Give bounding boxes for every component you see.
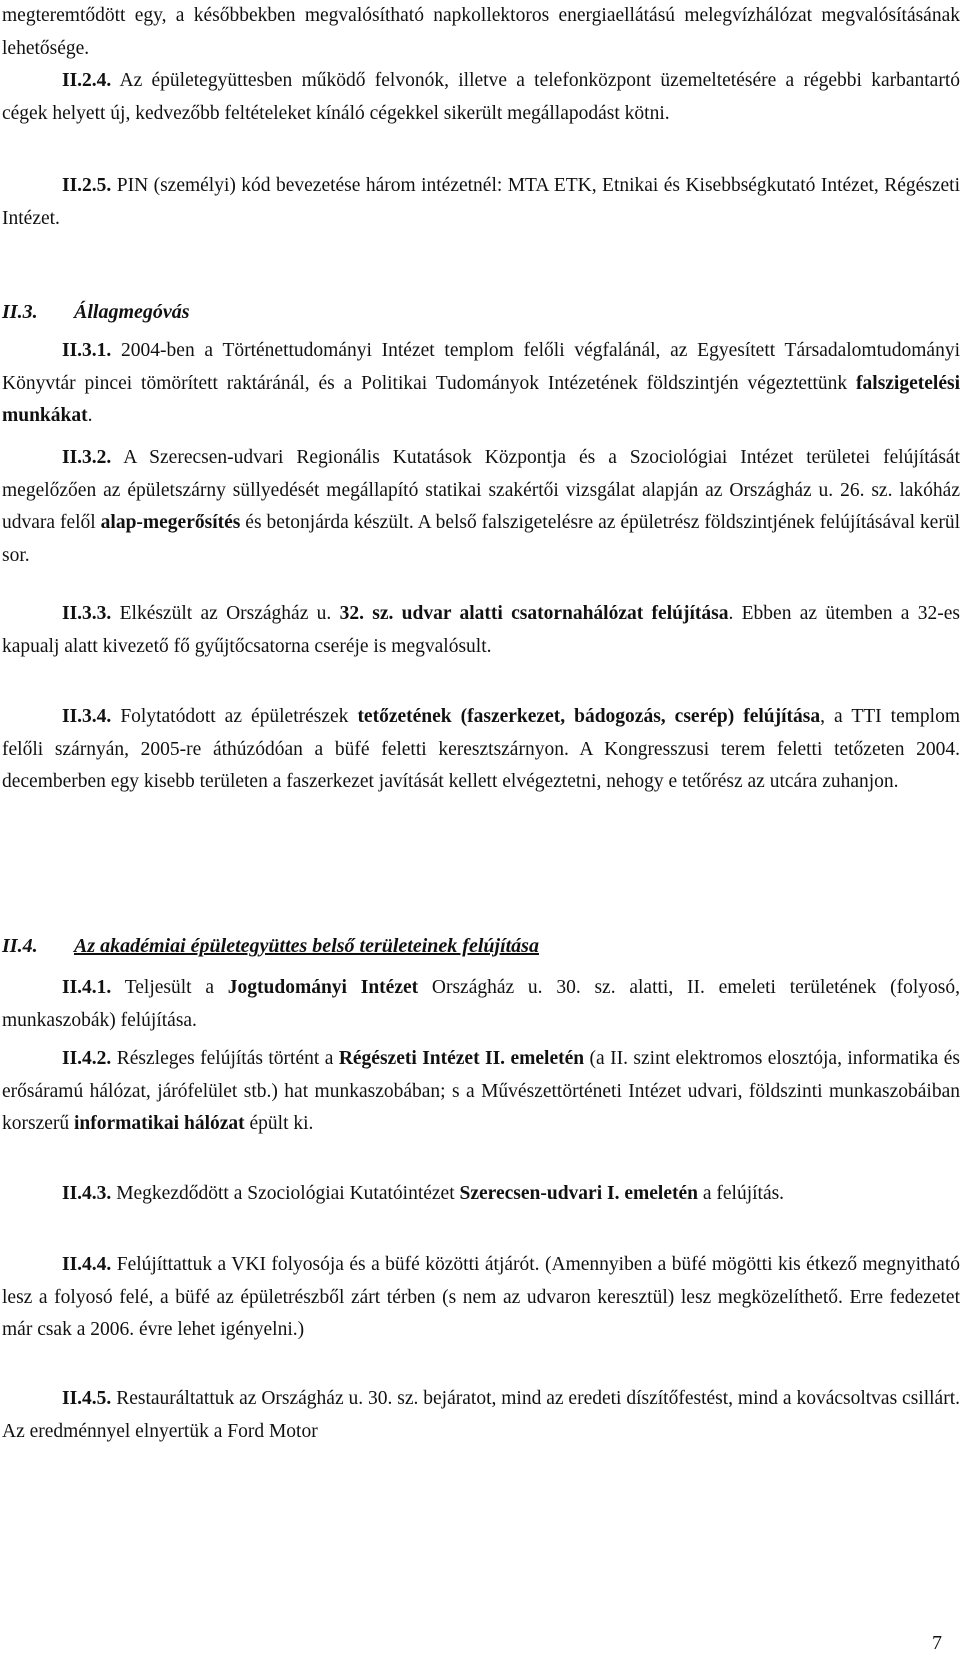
emphasized-text: tetőzetének (faszerkezet, bádogozás, cserép) felújítása [357, 706, 821, 727]
paragraph-text: épült ki. [244, 1113, 314, 1135]
paragraph [2, 598, 960, 663]
emphasized-text: Szerecsen-udvari I. emeletén [459, 1183, 698, 1204]
paragraph [2, 335, 960, 433]
paragraph-number: II.3.4. [62, 706, 112, 727]
section-title: Az akadémiai épületegyüttes belső területeinek felújítása [74, 935, 539, 957]
paragraph-text: Országház u. 30. sz. alatti, II. emeleti területének (folyosó, munkaszobák) felújítása. [2, 977, 960, 1031]
section-number: II.3. [2, 301, 38, 323]
paragraph [2, 170, 960, 235]
paragraph [2, 701, 960, 799]
paragraph [2, 442, 960, 572]
paragraph-text: a felújítás. [697, 1183, 785, 1204]
paragraph-text: és betonjárda készült. A belső falszigetelésre az épületrész földszintjének felújításával kerül sor. [2, 512, 960, 566]
emphasized-text: falszigetelési munkákat [2, 372, 960, 427]
paragraph [2, 972, 960, 1037]
paragraph-number: II.2.4. [62, 70, 112, 91]
paragraph-number: II.3.2. [62, 447, 112, 468]
page-number: 7 [932, 1632, 942, 1654]
paragraph [2, 1249, 960, 1347]
section-title: Állagmegóvás [74, 301, 190, 323]
paragraph-number: II.4.4. [62, 1254, 112, 1275]
paragraph-number: II.4.1. [62, 977, 112, 998]
emphasized-text: informatikai hálózat [74, 1113, 245, 1135]
paragraph [2, 1178, 960, 1211]
paragraph-text: . [87, 405, 93, 427]
paragraph-number: II.2.5. [62, 175, 112, 196]
paragraph-text: 2004-ben a Történettudományi Intézet templom felőli végfalánál, az Egyesített Társadalomtudományi Könyvtár pincei tömörített raktáránál, és a Politikai Tudományok Intézetének földszintjén végeztettünk [2, 340, 960, 394]
paragraph [2, 1043, 960, 1141]
paragraph-text: , a TTI templom felőli szárnyán, 2005-re áthúzódóan a büfé feletti keresztszárnyon. A Kongresszusi terem feletti tetőzeten 2004. decemberben egy kisebb területen a faszerkezet javítását kellett elvégeztetni, nehogy e tetőrész az utcára zuhanjon. [2, 706, 960, 793]
paragraph-number: II.3.3. [62, 603, 112, 624]
paragraph [2, 65, 960, 130]
paragraph-text: megteremtődött egy, a későbbekben megvalósítható napkollektoros energiaellátású melegvízhálózat megvalósításának lehetősége. [2, 5, 960, 59]
section-heading [2, 296, 190, 328]
paragraph-text: Részleges felújítás történt a [111, 1048, 339, 1069]
emphasized-text: 32. sz. udvar alatti csatornahálózat felújítása [339, 603, 729, 624]
section-heading [2, 930, 539, 962]
paragraph-number: II.4.3. [62, 1183, 112, 1204]
paragraph-text: Folytatódott az épületrészek [111, 706, 358, 727]
paragraph-text: . Ebben az ütemben a 32-es kapualj alatt kivezető fő gyűjtőcsatorna cseréje is megvalósult. [2, 603, 960, 657]
paragraph-text: Restauráltattuk az Országház u. 30. sz. bejáratot, mind az eredeti díszítőfestést, mind a kovácsoltvas csillárt. Az eredménnyel elnyertük a Ford Motor [2, 1388, 960, 1442]
paragraph-number: II.4.5. [62, 1388, 112, 1409]
paragraph-text: Teljesült a [111, 977, 228, 998]
emphasized-text: Jogtudományi Intézet [227, 977, 419, 998]
paragraph-number: II.4.2. [62, 1048, 112, 1069]
paragraph-text: Megkezdődött a Szociológiai Kutatóintézet [111, 1183, 460, 1204]
emphasized-text: alap-megerősítés [100, 512, 241, 534]
emphasized-text: Régészeti Intézet II. emeletén [338, 1048, 585, 1069]
paragraph-text: Az épületegyüttesben működő felvonók, illetve a telefonközpont üzemeltetésére a régebbi karbantartó cégek helyett új, kedvezőbb feltételeket kínáló cégekkel sikerült megállapodást kötni. [2, 70, 960, 124]
section-number: II.4. [2, 935, 38, 957]
paragraph [2, 0, 960, 65]
paragraph-text: PIN (személyi) kód bevezetése három intézetnél: MTA ETK, Etnikai és Kisebbségkutató Intézet, Régészeti Intézet. [2, 175, 960, 229]
paragraph-text: Elkészült az Országház u. [111, 603, 340, 624]
paragraph [2, 1383, 960, 1448]
paragraph-text: Felújíttattuk a VKI folyosója és a büfé közötti átjárót. (Amennyiben a büfé mögötti kis étkező megnyitható lesz a folyosó felé, a büfé az épületrészből zárt térben (s nem az udvaron keresztül) lesz megközelíthető. Erre fedezetet már csak a 2006. évre lehet igényelni.) [2, 1254, 960, 1341]
paragraph-text: (a II. szint elektromos elosztója, informatika és erősáramú hálózat, járófelület stb.) hat munkaszobában; s a Művészettörténeti Intézet udvari, földszinti munkaszobáiban korszerű [2, 1048, 960, 1135]
paragraph-text: A Szerecsen-udvari Regionális Kutatások Központja és a Szociológiai Intézet területei felújítását megelőzően az épületszárny süllyedését megállapító statikai szakértői vizsgálat alapján az Országház u. 26. sz. lakóház udvara felől [2, 447, 960, 534]
paragraph-number: II.3.1. [62, 340, 112, 361]
